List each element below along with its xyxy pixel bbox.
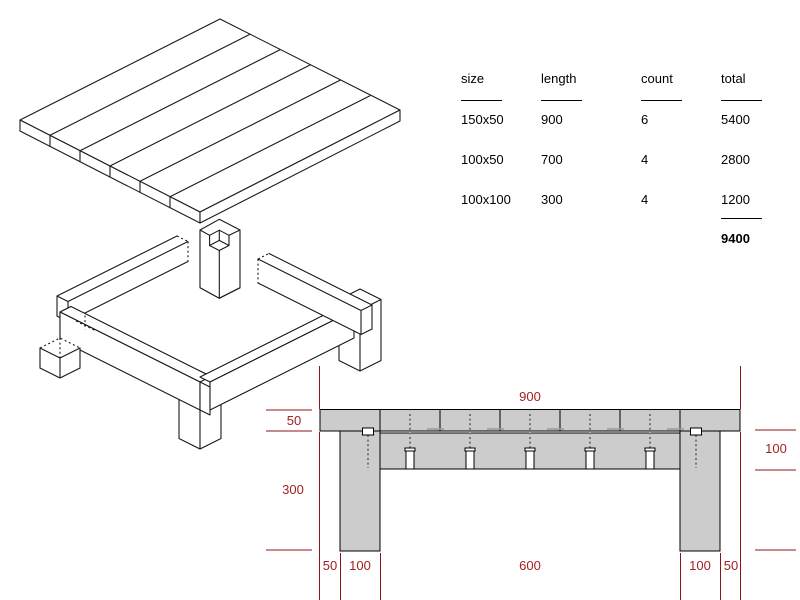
dim-right-overhang: 50	[723, 558, 739, 573]
header-rule	[461, 100, 502, 101]
parts-table	[461, 72, 781, 252]
table-cell: 700	[541, 152, 563, 167]
header-rule	[541, 100, 582, 101]
exploded-leg-post	[200, 219, 240, 298]
dim-apron-height: 100	[765, 441, 787, 456]
table-cell: 4	[641, 152, 649, 167]
table-cell: 100x50	[461, 152, 504, 167]
elevation-left-leg	[340, 431, 380, 551]
table-cell: 1200	[721, 192, 750, 207]
dim-leg-length: 300	[282, 482, 304, 497]
dim-right-leg-width: 100	[689, 558, 711, 573]
table-cell: 4	[641, 192, 649, 207]
dim-top-thickness: 50	[286, 413, 302, 428]
dim-left-overhang: 50	[322, 558, 338, 573]
dim-top-width: 900	[519, 389, 541, 404]
rail-near-left	[60, 307, 211, 416]
header-rule	[641, 100, 682, 101]
table-cell: 6	[641, 112, 649, 127]
header-rule	[721, 100, 762, 101]
table-cell: 5400	[721, 112, 750, 127]
grand-total: 9400	[721, 231, 750, 246]
col-header-length: length	[541, 71, 577, 86]
total-rule	[721, 218, 762, 219]
rail-far-left-exploded	[57, 236, 188, 322]
tabletop-planks	[20, 19, 400, 223]
elevation-view	[320, 410, 740, 552]
col-header-count: count	[641, 71, 673, 86]
col-header-size: size	[461, 71, 485, 86]
table-cell: 150x50	[461, 112, 504, 127]
dim-left-leg-width: 100	[349, 558, 371, 573]
table-cell: 900	[541, 112, 563, 127]
rail-near-right	[200, 305, 354, 410]
table-cell: 2800	[721, 152, 750, 167]
dim-span: 600	[519, 558, 541, 573]
col-header-total: total	[721, 71, 746, 86]
table-cell: 100x100	[461, 192, 511, 207]
elevation-right-leg	[680, 431, 720, 551]
isometric-exploded-view	[20, 19, 400, 449]
table-cell: 300	[541, 192, 563, 207]
